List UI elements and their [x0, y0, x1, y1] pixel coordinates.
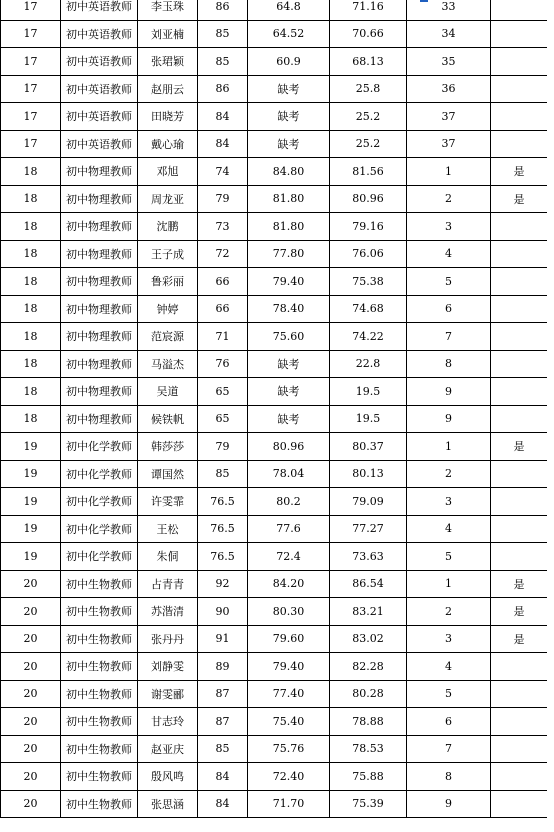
total-score-cell: 19.5	[330, 378, 407, 406]
total-score-cell: 25.2	[330, 130, 407, 158]
total-score-cell: 78.88	[330, 708, 407, 736]
qualified-cell: 是	[491, 158, 548, 186]
qualified-cell	[491, 295, 548, 323]
candidate-name-cell: 吴道	[138, 378, 198, 406]
written-score-cell: 76.5	[198, 543, 248, 571]
page-margin	[547, 0, 554, 832]
post-name-cell: 初中物理教师	[61, 213, 138, 241]
post-code-cell: 17	[1, 0, 61, 20]
candidate-name-cell: 张丹丹	[138, 625, 198, 653]
table-row	[1, 75, 548, 103]
written-score-cell: 92	[198, 570, 248, 598]
qualified-cell	[491, 103, 548, 131]
post-name-cell: 初中物理教师	[61, 295, 138, 323]
interview-score-cell: 79.40	[248, 268, 330, 296]
written-score-cell: 84	[198, 763, 248, 791]
post-name-cell: 初中物理教师	[61, 240, 138, 268]
table-row	[1, 460, 548, 488]
candidate-name-cell: 鲁彩丽	[138, 268, 198, 296]
interview-score-cell: 78.04	[248, 460, 330, 488]
post-name-cell: 初中英语教师	[61, 103, 138, 131]
table-row	[1, 130, 548, 158]
rank-cell: 36	[407, 75, 491, 103]
qualified-cell	[491, 350, 548, 378]
post-code-cell: 18	[1, 158, 61, 186]
qualified-cell	[491, 75, 548, 103]
qualified-cell	[491, 213, 548, 241]
interview-score-cell: 缺考	[248, 405, 330, 433]
interview-score-cell: 80.96	[248, 433, 330, 461]
qualified-cell	[491, 460, 548, 488]
total-score-cell: 79.09	[330, 488, 407, 516]
post-name-cell: 初中化学教师	[61, 460, 138, 488]
candidate-name-cell: 朱侗	[138, 543, 198, 571]
table-row	[1, 185, 548, 213]
written-score-cell: 87	[198, 708, 248, 736]
total-score-cell: 73.63	[330, 543, 407, 571]
rank-cell: 5	[407, 268, 491, 296]
rank-cell: 3	[407, 488, 491, 516]
rank-cell: 2	[407, 460, 491, 488]
table-row	[1, 790, 548, 818]
table-row	[1, 653, 548, 681]
qualified-cell	[491, 735, 548, 763]
post-name-cell: 初中英语教师	[61, 130, 138, 158]
written-score-cell: 84	[198, 103, 248, 131]
table-row	[1, 735, 548, 763]
written-score-cell: 91	[198, 625, 248, 653]
candidate-name-cell: 王子成	[138, 240, 198, 268]
total-score-cell: 86.54	[330, 570, 407, 598]
table-row	[1, 20, 548, 48]
written-score-cell: 76.5	[198, 488, 248, 516]
total-score-cell: 19.5	[330, 405, 407, 433]
candidate-name-cell: 韩莎莎	[138, 433, 198, 461]
table-body	[1, 0, 548, 818]
interview-score-cell: 72.40	[248, 763, 330, 791]
post-code-cell: 19	[1, 488, 61, 516]
interview-score-cell: 75.40	[248, 708, 330, 736]
rank-cell: 9	[407, 405, 491, 433]
post-name-cell: 初中物理教师	[61, 158, 138, 186]
written-score-cell: 72	[198, 240, 248, 268]
interview-score-cell: 缺考	[248, 350, 330, 378]
rank-cell: 6	[407, 708, 491, 736]
candidate-name-cell: 刘亚楠	[138, 20, 198, 48]
total-score-cell: 80.13	[330, 460, 407, 488]
qualified-cell: 是	[491, 625, 548, 653]
post-name-cell: 初中化学教师	[61, 433, 138, 461]
candidate-name-cell: 范宸源	[138, 323, 198, 351]
table-row	[1, 763, 548, 791]
candidate-name-cell: 田晓芳	[138, 103, 198, 131]
interview-score-cell: 84.80	[248, 158, 330, 186]
table-row	[1, 515, 548, 543]
post-code-cell: 20	[1, 790, 61, 818]
interview-score-cell: 71.70	[248, 790, 330, 818]
interview-score-cell: 72.4	[248, 543, 330, 571]
post-name-cell: 初中生物教师	[61, 763, 138, 791]
rank-cell: 1	[407, 433, 491, 461]
post-name-cell: 初中英语教师	[61, 0, 138, 20]
post-code-cell: 18	[1, 323, 61, 351]
written-score-cell: 84	[198, 130, 248, 158]
qualified-cell	[491, 515, 548, 543]
table-row	[1, 240, 548, 268]
written-score-cell: 65	[198, 405, 248, 433]
interview-score-cell: 77.80	[248, 240, 330, 268]
candidate-name-cell: 戴心瑜	[138, 130, 198, 158]
table-row	[1, 488, 548, 516]
post-code-cell: 20	[1, 653, 61, 681]
candidate-name-cell: 周龙亚	[138, 185, 198, 213]
post-name-cell: 初中英语教师	[61, 48, 138, 76]
rank-cell: 7	[407, 323, 491, 351]
qualified-cell	[491, 790, 548, 818]
interview-score-cell: 80.30	[248, 598, 330, 626]
interview-score-cell: 78.40	[248, 295, 330, 323]
total-score-cell: 22.8	[330, 350, 407, 378]
table-row	[1, 680, 548, 708]
candidate-name-cell: 王松	[138, 515, 198, 543]
candidate-name-cell: 许雯霏	[138, 488, 198, 516]
candidate-name-cell: 沈鹏	[138, 213, 198, 241]
table-row	[1, 598, 548, 626]
total-score-cell: 74.22	[330, 323, 407, 351]
written-score-cell: 73	[198, 213, 248, 241]
post-name-cell: 初中英语教师	[61, 75, 138, 103]
rank-cell: 5	[407, 543, 491, 571]
interview-score-cell: 缺考	[248, 130, 330, 158]
qualified-cell	[491, 268, 548, 296]
candidate-name-cell: 李玉珠	[138, 0, 198, 20]
candidate-name-cell: 占青青	[138, 570, 198, 598]
written-score-cell: 86	[198, 75, 248, 103]
rank-cell: 2	[407, 598, 491, 626]
candidate-name-cell: 马溢杰	[138, 350, 198, 378]
written-score-cell: 79	[198, 185, 248, 213]
table-row	[1, 378, 548, 406]
written-score-cell: 76	[198, 350, 248, 378]
total-score-cell: 83.21	[330, 598, 407, 626]
post-code-cell: 18	[1, 268, 61, 296]
rank-cell: 8	[407, 350, 491, 378]
interview-score-cell: 84.20	[248, 570, 330, 598]
rank-cell: 35	[407, 48, 491, 76]
table-row	[1, 48, 548, 76]
qualified-cell: 是	[491, 433, 548, 461]
post-name-cell: 初中物理教师	[61, 405, 138, 433]
interview-score-cell: 75.60	[248, 323, 330, 351]
interview-score-cell: 77.40	[248, 680, 330, 708]
post-code-cell: 20	[1, 763, 61, 791]
rank-cell: 34	[407, 20, 491, 48]
written-score-cell: 85	[198, 735, 248, 763]
total-score-cell: 75.88	[330, 763, 407, 791]
interview-score-cell: 80.2	[248, 488, 330, 516]
table-row	[1, 103, 548, 131]
interview-score-cell: 75.76	[248, 735, 330, 763]
written-score-cell: 85	[198, 20, 248, 48]
total-score-cell: 70.66	[330, 20, 407, 48]
total-score-cell: 75.38	[330, 268, 407, 296]
qualified-cell: 是	[491, 598, 548, 626]
total-score-cell: 25.8	[330, 75, 407, 103]
written-score-cell: 74	[198, 158, 248, 186]
total-score-cell: 74.68	[330, 295, 407, 323]
post-code-cell: 17	[1, 48, 61, 76]
qualified-cell	[491, 0, 548, 20]
candidate-name-cell: 钟婷	[138, 295, 198, 323]
qualified-cell	[491, 708, 548, 736]
written-score-cell: 65	[198, 378, 248, 406]
written-score-cell: 66	[198, 268, 248, 296]
table-row	[1, 433, 548, 461]
table-row	[1, 0, 548, 20]
table-row	[1, 323, 548, 351]
candidate-name-cell: 谢雯郦	[138, 680, 198, 708]
rank-cell: 2	[407, 185, 491, 213]
interview-score-cell: 81.80	[248, 213, 330, 241]
interview-score-cell: 81.80	[248, 185, 330, 213]
written-score-cell: 66	[198, 295, 248, 323]
total-score-cell: 82.28	[330, 653, 407, 681]
candidate-name-cell: 甘志玲	[138, 708, 198, 736]
rank-cell: 1	[407, 158, 491, 186]
post-code-cell: 18	[1, 295, 61, 323]
interview-score-cell: 缺考	[248, 75, 330, 103]
qualified-cell	[491, 378, 548, 406]
post-name-cell: 初中生物教师	[61, 708, 138, 736]
qualified-cell	[491, 20, 548, 48]
qualified-cell	[491, 48, 548, 76]
table-row	[1, 543, 548, 571]
candidate-name-cell: 赵朋云	[138, 75, 198, 103]
post-name-cell: 初中生物教师	[61, 680, 138, 708]
total-score-cell: 68.13	[330, 48, 407, 76]
candidate-name-cell: 赵亚庆	[138, 735, 198, 763]
post-code-cell: 18	[1, 240, 61, 268]
rank-cell: 4	[407, 653, 491, 681]
candidate-name-cell: 张珺颖	[138, 48, 198, 76]
post-name-cell: 初中物理教师	[61, 268, 138, 296]
interview-score-cell: 64.8	[248, 0, 330, 20]
qualified-cell: 是	[491, 570, 548, 598]
qualified-cell	[491, 653, 548, 681]
post-name-cell: 初中英语教师	[61, 20, 138, 48]
table-row	[1, 268, 548, 296]
rank-cell: 37	[407, 130, 491, 158]
total-score-cell: 80.28	[330, 680, 407, 708]
qualified-cell	[491, 763, 548, 791]
table-row	[1, 295, 548, 323]
table-row	[1, 405, 548, 433]
interview-score-cell: 64.52	[248, 20, 330, 48]
post-code-cell: 20	[1, 598, 61, 626]
written-score-cell: 85	[198, 460, 248, 488]
candidate-name-cell: 谭国然	[138, 460, 198, 488]
post-code-cell: 17	[1, 103, 61, 131]
total-score-cell: 76.06	[330, 240, 407, 268]
rank-cell: 5	[407, 680, 491, 708]
post-name-cell: 初中物理教师	[61, 185, 138, 213]
post-name-cell: 初中生物教师	[61, 735, 138, 763]
interview-score-cell: 缺考	[248, 378, 330, 406]
post-name-cell: 初中生物教师	[61, 790, 138, 818]
table-row	[1, 625, 548, 653]
post-name-cell: 初中化学教师	[61, 488, 138, 516]
post-code-cell: 18	[1, 405, 61, 433]
qualified-cell	[491, 323, 548, 351]
post-code-cell: 20	[1, 570, 61, 598]
post-code-cell: 18	[1, 213, 61, 241]
post-name-cell: 初中生物教师	[61, 598, 138, 626]
post-code-cell: 19	[1, 433, 61, 461]
table-row	[1, 213, 548, 241]
interview-score-cell: 79.40	[248, 653, 330, 681]
written-score-cell: 76.5	[198, 515, 248, 543]
post-code-cell: 18	[1, 185, 61, 213]
rank-cell: 9	[407, 378, 491, 406]
post-name-cell: 初中化学教师	[61, 543, 138, 571]
total-score-cell: 79.16	[330, 213, 407, 241]
interview-score-cell: 60.9	[248, 48, 330, 76]
post-name-cell: 初中生物教师	[61, 653, 138, 681]
post-name-cell: 初中物理教师	[61, 378, 138, 406]
candidate-name-cell: 张思涵	[138, 790, 198, 818]
table-row	[1, 158, 548, 186]
qualified-cell	[491, 488, 548, 516]
qualified-cell: 是	[491, 185, 548, 213]
post-code-cell: 20	[1, 680, 61, 708]
table-row	[1, 708, 548, 736]
post-name-cell: 初中生物教师	[61, 570, 138, 598]
rank-cell: 37	[407, 103, 491, 131]
post-code-cell: 17	[1, 20, 61, 48]
total-score-cell: 80.96	[330, 185, 407, 213]
post-code-cell: 18	[1, 378, 61, 406]
post-code-cell: 19	[1, 515, 61, 543]
total-score-cell: 83.02	[330, 625, 407, 653]
rank-cell: 8	[407, 763, 491, 791]
post-name-cell: 初中化学教师	[61, 515, 138, 543]
qualified-cell	[491, 405, 548, 433]
post-code-cell: 20	[1, 708, 61, 736]
candidate-name-cell: 殷风鸣	[138, 763, 198, 791]
rank-cell: 3	[407, 625, 491, 653]
post-code-cell: 19	[1, 543, 61, 571]
candidate-name-cell: 刘静雯	[138, 653, 198, 681]
rank-cell: 1	[407, 570, 491, 598]
table-row	[1, 570, 548, 598]
candidate-name-cell: 候铁帆	[138, 405, 198, 433]
interview-score-cell: 79.60	[248, 625, 330, 653]
post-code-cell: 20	[1, 735, 61, 763]
table-row	[1, 350, 548, 378]
written-score-cell: 71	[198, 323, 248, 351]
candidate-name-cell: 苏湝清	[138, 598, 198, 626]
candidate-name-cell: 邓旭	[138, 158, 198, 186]
written-score-cell: 84	[198, 790, 248, 818]
written-score-cell: 85	[198, 48, 248, 76]
written-score-cell: 79	[198, 433, 248, 461]
rank-cell: 4	[407, 240, 491, 268]
interview-score-cell: 77.6	[248, 515, 330, 543]
total-score-cell: 71.16	[330, 0, 407, 20]
total-score-cell: 75.39	[330, 790, 407, 818]
qualified-cell	[491, 543, 548, 571]
qualified-cell	[491, 240, 548, 268]
post-code-cell: 20	[1, 625, 61, 653]
rank-cell: 7	[407, 735, 491, 763]
written-score-cell: 89	[198, 653, 248, 681]
qualified-cell	[491, 130, 548, 158]
written-score-cell: 90	[198, 598, 248, 626]
total-score-cell: 80.37	[330, 433, 407, 461]
post-name-cell: 初中物理教师	[61, 350, 138, 378]
post-code-cell: 17	[1, 130, 61, 158]
post-name-cell: 初中物理教师	[61, 323, 138, 351]
rank-cell: 9	[407, 790, 491, 818]
total-score-cell: 81.56	[330, 158, 407, 186]
post-code-cell: 17	[1, 75, 61, 103]
total-score-cell: 78.53	[330, 735, 407, 763]
rank-cell: 6	[407, 295, 491, 323]
rank-cell: 33	[407, 0, 491, 20]
total-score-cell: 77.27	[330, 515, 407, 543]
rank-cell: 4	[407, 515, 491, 543]
interview-score-cell: 缺考	[248, 103, 330, 131]
written-score-cell: 86	[198, 0, 248, 20]
total-score-cell: 25.2	[330, 103, 407, 131]
post-code-cell: 19	[1, 460, 61, 488]
rank-cell: 3	[407, 213, 491, 241]
written-score-cell: 87	[198, 680, 248, 708]
post-name-cell: 初中生物教师	[61, 625, 138, 653]
post-code-cell: 18	[1, 350, 61, 378]
qualified-cell	[491, 680, 548, 708]
